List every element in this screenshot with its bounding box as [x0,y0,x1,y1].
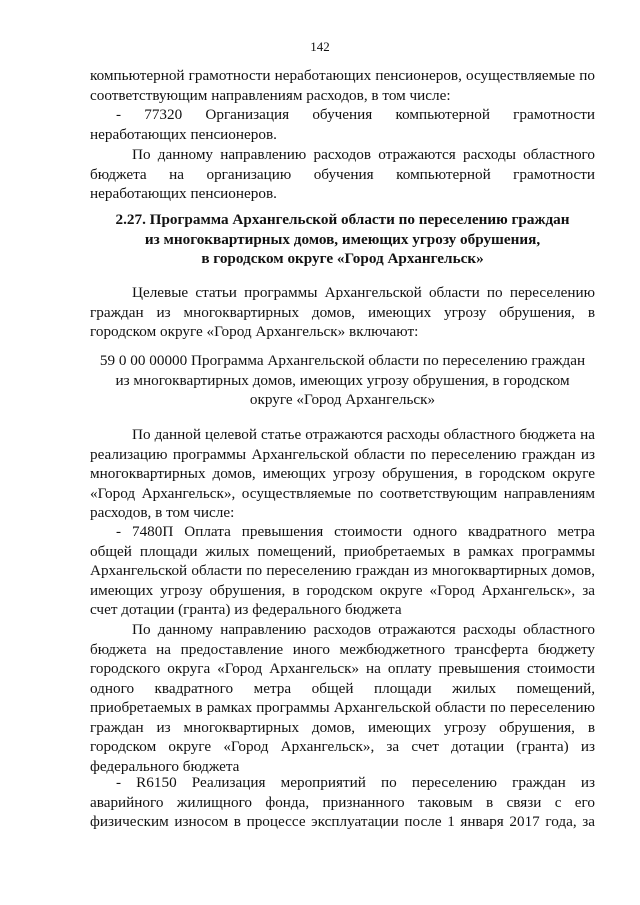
text-line: - R6150 Реализация мероприятий по переселению граждан из [116,774,595,791]
text-line: расходов, в том числе: [90,504,235,521]
text-line: аварийного жилищного фонда, признанного таковым в связи с его [90,793,595,811]
section-heading-2-27 [90,210,595,269]
list-item-7480P [90,522,595,620]
paragraph-expense-7480P [90,620,595,776]
text-line: многоквартирных домов, имеющих угрозу обрушения, в городском округе [90,465,595,482]
text-line: «Город Архангельск», осуществляемые по соответствующим направлениям [90,484,595,502]
text-line: граждан из многоквартирных домов, имеющих угрозу обрушения, в [90,303,595,321]
text-line: городского округа «Город Архангельск» на оплату превышения стоимости [90,660,595,677]
text-line: Архангельской области по переселению граждан из многоквартирных домов, [90,562,595,579]
text-line: городском округе «Город Архангельск», за счет дотации (гранта) из [90,738,595,755]
text-line: приобретаемых в рамках программы Архангельской области по переселению [90,699,595,716]
heading-line: в городском округе «Город Архангельск» [201,250,484,267]
text-line: неработающих пенсионеров. [90,185,277,202]
program-code-title [90,351,595,410]
text-line: имеющих угрозу обрушения, в городском округе «Город Архангельск», за [90,581,595,599]
text-line: По данному направлению расходов отражаются расходы областного [132,621,595,638]
heading-line: из многоквартирных домов, имеющих угрозу обрушения, [144,230,541,248]
paragraph-target-articles [90,283,595,342]
text-line: Целевые статьи программы Архангельской области по переселению [132,284,595,301]
text-line: общей площади жилых помещений, приобретаемых в рамках программы [90,542,595,560]
paragraph-intro [90,66,595,144]
text-line: компьютерной грамотности неработающих пенсионеров, осуществляемые по [90,67,595,84]
text-line: соответствующим направлениям расходов, в том числе: [90,86,451,104]
text-line: физическим износом в процессе эксплуатации после 1 января 2017 года, за [90,813,595,830]
text-line: счет дотации (гранта) из федерального бюджета [90,601,402,618]
text-line: бюджета на предоставление иного межбюджетного трансферта бюджету [90,640,595,658]
paragraph-expense-77320 [90,145,595,204]
text-line: городском округе «Город Архангельск» включают: [90,323,419,340]
text-line: По данному направлению расходов отражаются расходы областного [132,146,595,163]
text-line: По данной целевой статье отражаются расходы областного бюджета на [132,426,595,443]
text-line: из многоквартирных домов, имеющих угрозу обрушения, в городском [115,371,570,389]
text-line: реализацию программы Архангельской области по переселению граждан из [90,445,595,463]
text-line: одного квадратного метра общей площади жилых помещений, [90,679,595,697]
paragraph-target-expenses [90,425,595,523]
text-line: неработающих пенсионеров. [90,125,277,143]
text-line: федерального бюджета [90,757,240,775]
text-line: граждан из многоквартирных домов, имеющих угрозу обрушения, в [90,718,595,736]
heading-line: 2.27. Программа Архангельской области по переселению граждан [115,211,570,228]
list-item-77320: - 77320 Организация обучения компьютерной грамотности [116,106,595,123]
page-number: 142 [310,39,330,54]
list-item-R6150 [90,773,595,832]
text-line: бюджета на организацию обучения компьютерной грамотности [90,165,595,183]
text-line: округе «Город Архангельск» [249,391,436,408]
text-line: 59 0 00 00000 Программа Архангельской области по переселению граждан [99,352,586,369]
text-line: - 7480П Оплата превышения стоимости одного квадратного метра [116,523,595,540]
